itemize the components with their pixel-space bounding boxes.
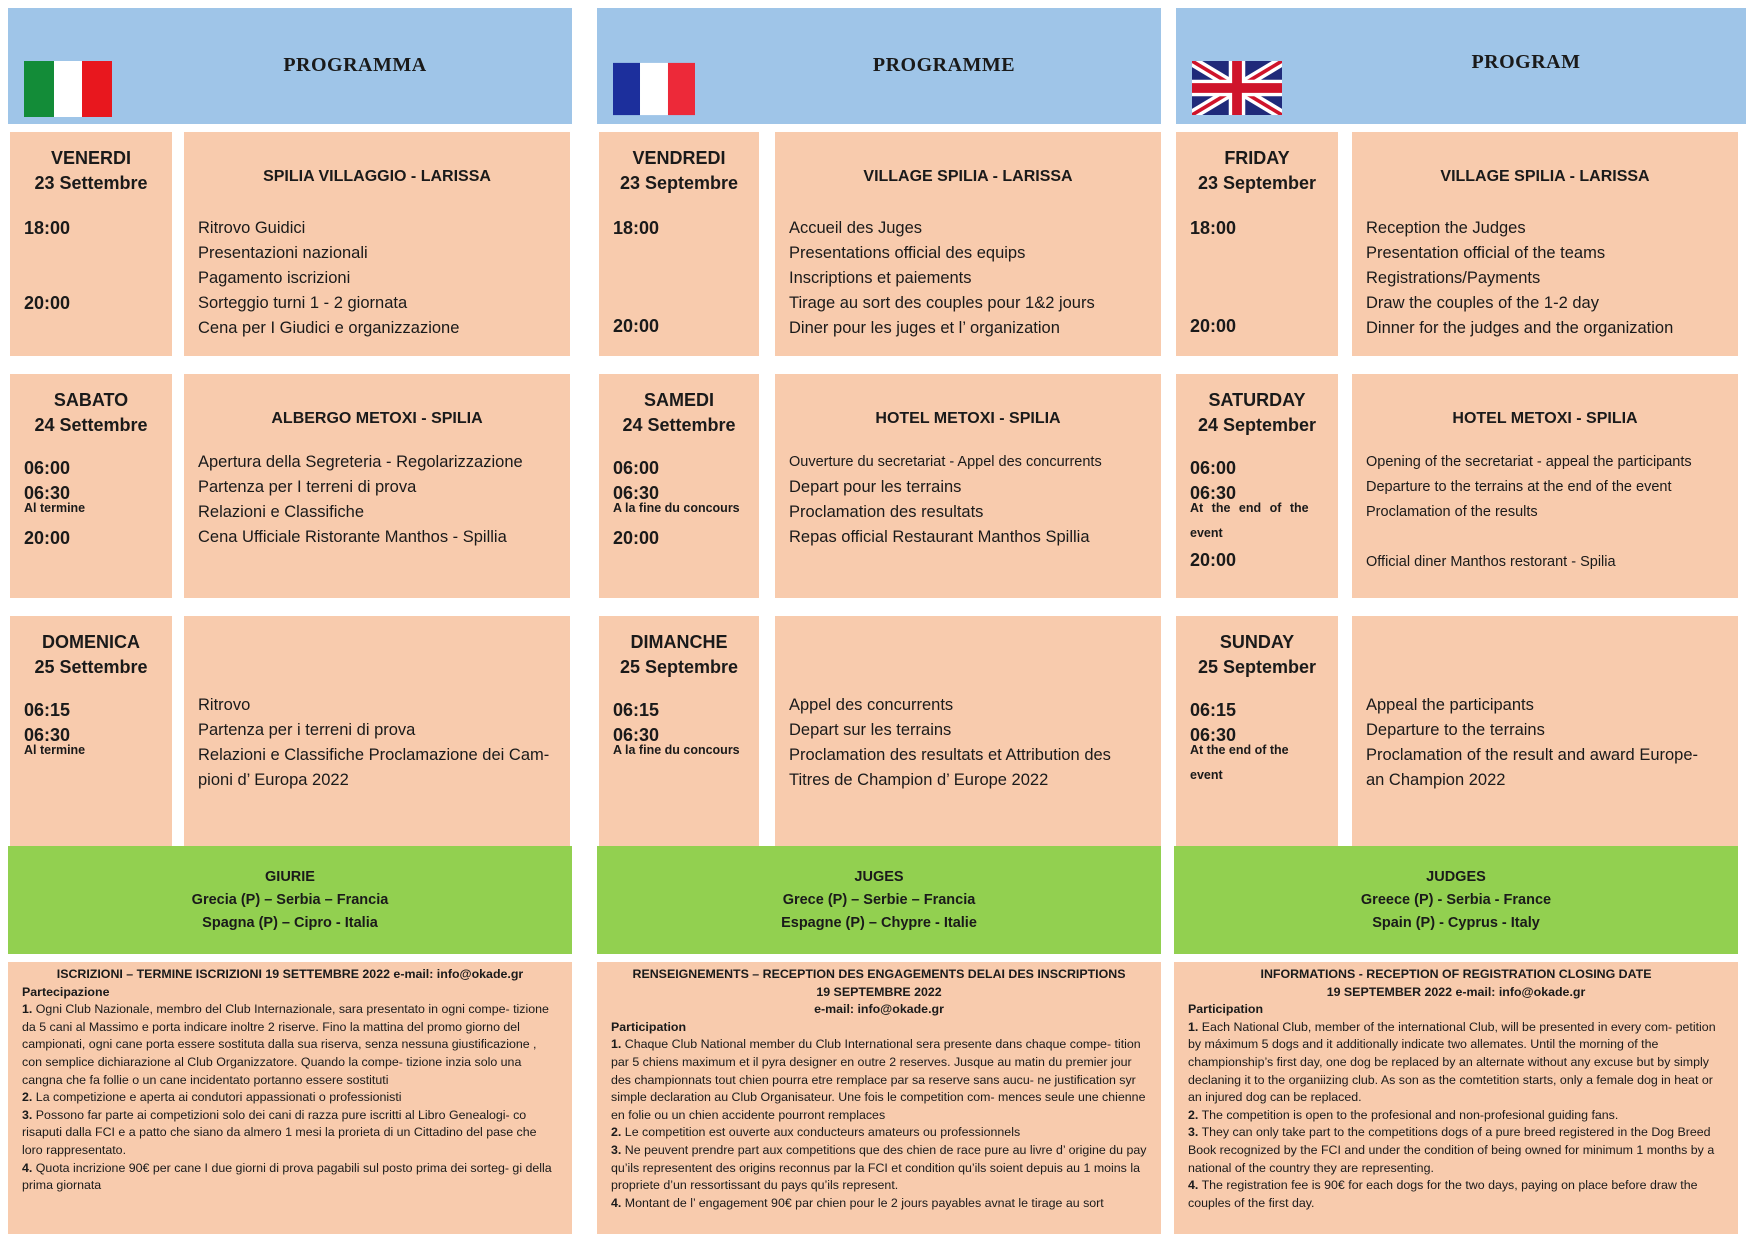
day-date: 25 September xyxy=(1197,657,1317,677)
france-flag-icon xyxy=(613,61,695,117)
item-number: 3. xyxy=(1188,1125,1199,1140)
column-english xyxy=(1176,8,1746,1234)
time: 06:30 xyxy=(24,725,71,745)
activity-item: Partenza per i terreni di prova xyxy=(198,721,416,739)
header-title: PROGRAMMA xyxy=(283,54,427,76)
day-box-sunday xyxy=(1176,616,1338,846)
header-title: PROGRAM xyxy=(1471,51,1581,73)
activity-list xyxy=(1366,693,1728,793)
day-name: VENDREDI xyxy=(632,148,726,168)
day-box-saturday xyxy=(599,374,759,598)
judges-title: GIURIE xyxy=(265,869,315,885)
day-box-saturday xyxy=(10,374,172,598)
item-number: 1. xyxy=(22,1002,33,1017)
activity-item: Appel des concurrents xyxy=(789,696,954,714)
item-text: They can only take part to the competitions dogs of a pure breed registered in the Dog Breed Book recognized by the FCI and under the condition of being owned for minimum 1 months by a national of the country they are representing. xyxy=(1188,1125,1715,1175)
info-item xyxy=(22,1089,558,1107)
activity-item: Registrations/Payments xyxy=(1366,269,1541,287)
activity-item: Ritrovo xyxy=(198,696,251,714)
info-heading: 19 SEPTEMBER 2022 e-mail: info@okade.gr xyxy=(1326,984,1586,999)
item-text: Possono far parte ai competizioni solo dei cani di razza pure iscritti al Libro Genealogi- co risaputi dalla FCI e a patto che siano da almero 1 mesi la prorieta di un Cittadino del pase che loro rappresentato. xyxy=(22,1107,537,1157)
activity-item: Proclamation of the results xyxy=(1366,504,1538,520)
day-date: 24 September xyxy=(1197,415,1317,435)
item-number: 2. xyxy=(611,1125,622,1140)
day-date: 25 Settembre xyxy=(34,657,148,677)
info-item xyxy=(611,1195,1147,1213)
time: 06:15 xyxy=(24,700,71,720)
judges-line: Spain (P) - Cyprus - Italy xyxy=(1372,915,1540,931)
day-date: 23 Settembre xyxy=(34,173,148,193)
activity-list xyxy=(789,216,1151,341)
info-item xyxy=(1188,1177,1724,1212)
time: 06:30 xyxy=(613,725,660,745)
activity-list xyxy=(1366,216,1728,341)
activity-item: Cena Ufficiale Ristorante Manthos - Spillia xyxy=(198,528,507,546)
time: 20:00 xyxy=(1190,550,1237,570)
activity-item: pioni d’ Europa 2022 xyxy=(198,771,349,789)
activity-box-saturday xyxy=(1352,374,1738,598)
day-date: 24 Settembre xyxy=(622,415,736,435)
info-item xyxy=(1188,1107,1724,1125)
item-number: 4. xyxy=(611,1195,622,1210)
day-box-friday xyxy=(10,132,172,356)
activity-item: Depart pour les terrains xyxy=(789,478,962,496)
time: 20:00 xyxy=(613,316,660,336)
activity-box-friday xyxy=(184,132,570,356)
activity-box-sunday xyxy=(1352,616,1738,846)
info-item xyxy=(22,1001,558,1089)
time-note: Al termine xyxy=(24,501,86,515)
judges-line: Grece (P) – Serbie – Francia xyxy=(782,892,976,908)
activity-item: Proclamation of the result and award Europe- xyxy=(1366,746,1699,764)
day-box-sunday xyxy=(10,616,172,846)
activity-box-saturday xyxy=(775,374,1161,598)
info-heading: INFORMATIONS - RECEPTION OF REGISTRATION CLOSING DATE xyxy=(1260,967,1652,981)
venue-title: VILLAGE SPILIA - LARISSA xyxy=(1440,168,1650,185)
item-number: 3. xyxy=(611,1142,622,1157)
activity-item: Accueil des Juges xyxy=(789,219,922,237)
time: 06:30 xyxy=(1190,725,1237,745)
activity-item: Official diner Manthos restorant - Spilia xyxy=(1366,554,1616,570)
time: 18:00 xyxy=(613,218,660,238)
venue-title: ALBERGO METOXI - SPILIA xyxy=(271,410,483,427)
info-box xyxy=(597,962,1161,1234)
activity-item: Proclamation des resultats et Attribution des xyxy=(789,746,1111,764)
activity-item: Titres de Champion d’ Europe 2022 xyxy=(789,771,1049,789)
day-date: 23 September xyxy=(1197,173,1317,193)
day-name: SAMEDI xyxy=(643,390,714,410)
activity-item: Relazioni e Classifiche Proclamazione dei Cam- xyxy=(198,746,550,764)
time: 18:00 xyxy=(1190,218,1237,238)
judges-title: JUDGES xyxy=(1426,869,1486,885)
activity-item: Partenza per I terreni di prova xyxy=(198,478,417,496)
info-box xyxy=(1174,962,1738,1234)
judges-line: Spagna (P) – Cipro - Italia xyxy=(202,915,378,931)
day-box-sunday xyxy=(599,616,759,846)
item-text: Chaque Club National member du Club International sera presente dans chaque compe- tition par 5 chiens maximum et il pyra designer en outre 2 reserves. Jusque au matin du premier jour des championnats tout chien pourra etre remplace par sa reserve sans aucu- ne justification syr simple declaration au Club Organisateur. Une fois le competition com- mences seule une chienne en folie ou un chien accidente pourront remplaces xyxy=(611,1037,1146,1122)
activity-item: Opening of the secretariat - appeal the participants xyxy=(1366,454,1692,470)
header-french xyxy=(597,8,1161,124)
time: 20:00 xyxy=(1190,316,1237,336)
activity-list xyxy=(198,216,560,341)
judges-title: JUGES xyxy=(854,869,904,885)
activity-item: Inscriptions et paiements xyxy=(789,269,972,287)
time: 06:15 xyxy=(1190,700,1237,720)
time: 06:30 xyxy=(613,483,660,503)
info-item xyxy=(22,1107,558,1160)
info-heading: 19 SEPTEMBRE 2022 xyxy=(816,984,942,999)
activity-item: Diner pour les juges et l’ organization xyxy=(789,319,1060,337)
activity-box-friday xyxy=(1352,132,1738,356)
info-subheading: Partecipazione xyxy=(22,984,110,999)
day-name: DOMENICA xyxy=(42,632,140,652)
judges-line: Grecia (P) – Serbia – Francia xyxy=(191,892,389,908)
activity-box-saturday xyxy=(184,374,570,598)
judges-box xyxy=(1174,846,1738,954)
item-number: 4. xyxy=(1188,1178,1199,1193)
item-text: Each National Club, member of the international Club, will be presented in every com- petition by máximum 5 dogs and it additionally indicate two allemates. Until the morning of the championship’s first day, one dog be replaced by an alternate without any excuse but by simply declaning it to the organiizing club. As son as the comtetition starts, only a female dog in heat or an injured dog can be replaced. xyxy=(1188,1019,1716,1105)
time: 20:00 xyxy=(613,528,660,548)
item-text: Le competition est ouverte aux conducteurs amateurs ou professionnels xyxy=(624,1125,1021,1140)
time: 06:15 xyxy=(613,700,660,720)
day-box-friday xyxy=(1176,132,1338,356)
item-number: 1. xyxy=(611,1037,622,1052)
italy-flag-icon xyxy=(24,61,112,117)
venue-title: VILLAGE SPILIA - LARISSA xyxy=(863,168,1073,185)
info-item xyxy=(611,1124,1147,1142)
time: 18:00 xyxy=(24,218,71,238)
day-name: FRIDAY xyxy=(1224,148,1290,168)
info-box xyxy=(8,962,572,1234)
info-subheading: Participation xyxy=(1188,1002,1264,1017)
activity-item: Presentations official des equips xyxy=(789,244,1026,262)
activity-item: Sorteggio turni 1 - 2 giornata xyxy=(198,294,408,312)
judges-box xyxy=(597,846,1161,954)
time: 20:00 xyxy=(24,293,71,313)
judges-box xyxy=(8,846,572,954)
activity-item: Cena per I Giudici e organizzazione xyxy=(198,319,460,337)
item-number: 1. xyxy=(1188,1019,1199,1034)
activity-item: Relazioni e Classifiche xyxy=(198,503,364,521)
time-note: A la fine du concours xyxy=(613,743,740,757)
day-date: 23 Septembre xyxy=(619,173,739,193)
day-name: SUNDAY xyxy=(1219,632,1295,652)
activity-item: Departure to the terrains at the end of the event xyxy=(1366,479,1672,495)
activity-box-friday xyxy=(775,132,1161,356)
activity-box-sunday xyxy=(775,616,1161,846)
item-number: 3. xyxy=(22,1107,33,1122)
info-heading: ISCRIZIONI – TERMINE ISCRIZIONI 19 SETTEMBRE 2022 e-mail: info@okade.gr xyxy=(56,967,524,981)
activity-item: Presentazioni nazionali xyxy=(198,244,368,262)
time-note: At the end of the event xyxy=(1190,743,1289,782)
judges-line: Greece (P) - Serbia - France xyxy=(1360,892,1552,908)
activity-item: Repas official Restaurant Manthos Spillia xyxy=(789,528,1090,546)
activity-item: Reception the Judges xyxy=(1366,219,1526,237)
item-text: Ogni Club Nazionale, membro del Club Internazionale, sara presentato in ogni compe- tizione da 5 cani al Massimo e porta indicare inoltre 2 riserve. Fino la mattina del promo giorno del campionati, ogni cane porta essere sostituta dalla sua riserva, senza nessuna giustificazione , con semplice dichiarazione al Club Organizzatore. Quando la compe- tizione inzia solo una cangna che fa follie o un cane incidentato portanno essere sostituti xyxy=(22,1002,549,1087)
header-title: PROGRAMME xyxy=(872,54,1016,76)
venue-title: SPILIA VILLAGGIO - LARISSA xyxy=(263,168,491,185)
time: 06:00 xyxy=(613,458,660,478)
info-item xyxy=(611,1036,1147,1124)
venue-title: HOTEL METOXI - SPILIA xyxy=(875,410,1061,427)
time: 06:30 xyxy=(1190,483,1237,503)
activity-list xyxy=(1366,450,1728,575)
item-text: The competition is open to the profesional and non-profesional guiding fans. xyxy=(1201,1107,1619,1122)
activity-item: Ouverture du secretariat - Appel des concurrents xyxy=(789,454,1102,470)
day-box-friday xyxy=(599,132,759,356)
day-box-saturday xyxy=(1176,374,1338,598)
header-english xyxy=(1176,8,1746,124)
activity-item: Apertura della Segreteria - Regolarizzazione xyxy=(198,453,523,471)
header-italian xyxy=(8,8,572,124)
time: 06:30 xyxy=(24,483,71,503)
item-number: 4. xyxy=(22,1160,33,1175)
day-name: DIMANCHE xyxy=(630,632,728,652)
activity-item: Pagamento iscrizioni xyxy=(198,269,351,287)
activity-item: Draw the couples of the 1-2 day xyxy=(1366,294,1599,312)
time-note: At the end of the event xyxy=(1190,501,1309,540)
item-number: 2. xyxy=(1188,1107,1199,1122)
activity-item: Presentation official of the teams xyxy=(1366,244,1606,262)
activity-item: Depart sur les terrains xyxy=(789,721,952,739)
activity-item: Dinner for the judges and the organization xyxy=(1366,319,1674,337)
activity-box-sunday xyxy=(184,616,570,846)
time-note: A la fine du concours xyxy=(613,501,740,515)
info-item xyxy=(22,1160,558,1195)
day-name: SATURDAY xyxy=(1208,390,1306,410)
column-french xyxy=(597,8,1161,1234)
column-italian xyxy=(8,8,572,1234)
info-heading: e-mail: info@okade.gr xyxy=(814,1002,944,1017)
time: 20:00 xyxy=(24,528,71,548)
item-number: 2. xyxy=(22,1090,33,1105)
item-text: Ne peuvent prendre part aux competitions que des chien de race pure au livre d’ origine du pay qu’ils representent des origins reconnus par la FCI et condition qu’ils soient depuis au 1 moins la propriete d’un ressortissant du pays qu’ils represent. xyxy=(611,1142,1147,1193)
info-item xyxy=(1188,1019,1724,1107)
judges-line: Espagne (P) – Chypre - Italie xyxy=(781,915,977,931)
item-text: La competizione e aperta ai condutori appassionati o professionisti xyxy=(35,1090,402,1105)
info-subheading: Participation xyxy=(611,1019,687,1034)
activity-item: Departure to the terrains xyxy=(1366,721,1545,739)
activity-item: an Champion 2022 xyxy=(1366,771,1506,789)
day-date: 24 Settembre xyxy=(34,415,148,435)
activity-list xyxy=(789,693,1151,793)
day-date: 25 Septembre xyxy=(619,657,739,677)
activity-list xyxy=(198,693,560,793)
activity-item: Appeal the participants xyxy=(1366,696,1534,714)
activity-item: Proclamation des resultats xyxy=(789,503,984,521)
info-item xyxy=(1188,1124,1724,1177)
activity-list xyxy=(789,450,1151,550)
time-note: Al termine xyxy=(24,743,86,757)
info-heading: RENSEIGNEMENTS – RECEPTION DES ENGAGEMENTS DELAI DES INSCRIPTIONS xyxy=(632,967,1126,981)
item-text: The registration fee is 90€ for each dogs for the two days, paying on place before draw the couples of the first day. xyxy=(1188,1178,1698,1210)
activity-list xyxy=(198,450,560,550)
time: 06:00 xyxy=(24,458,71,478)
item-text: Quota incrizione 90€ per cane I due giorni di prova pagabili sul posto prima dei sorteg- gi della prima giornata xyxy=(22,1160,552,1193)
item-text: Montant de l’ engagement 90€ par chien pour le 2 jours payables avnat le tirage au sort xyxy=(624,1195,1104,1210)
info-item xyxy=(611,1142,1147,1195)
time: 06:00 xyxy=(1190,458,1237,478)
venue-title: HOTEL METOXI - SPILIA xyxy=(1452,410,1638,427)
day-name: SABATO xyxy=(53,390,129,410)
activity-item: Tirage au sort des couples pour 1&2 jours xyxy=(789,294,1095,312)
activity-item: Ritrovo Guidici xyxy=(198,219,306,237)
uk-flag-icon xyxy=(1192,61,1282,115)
day-name: VENERDI xyxy=(50,148,131,168)
